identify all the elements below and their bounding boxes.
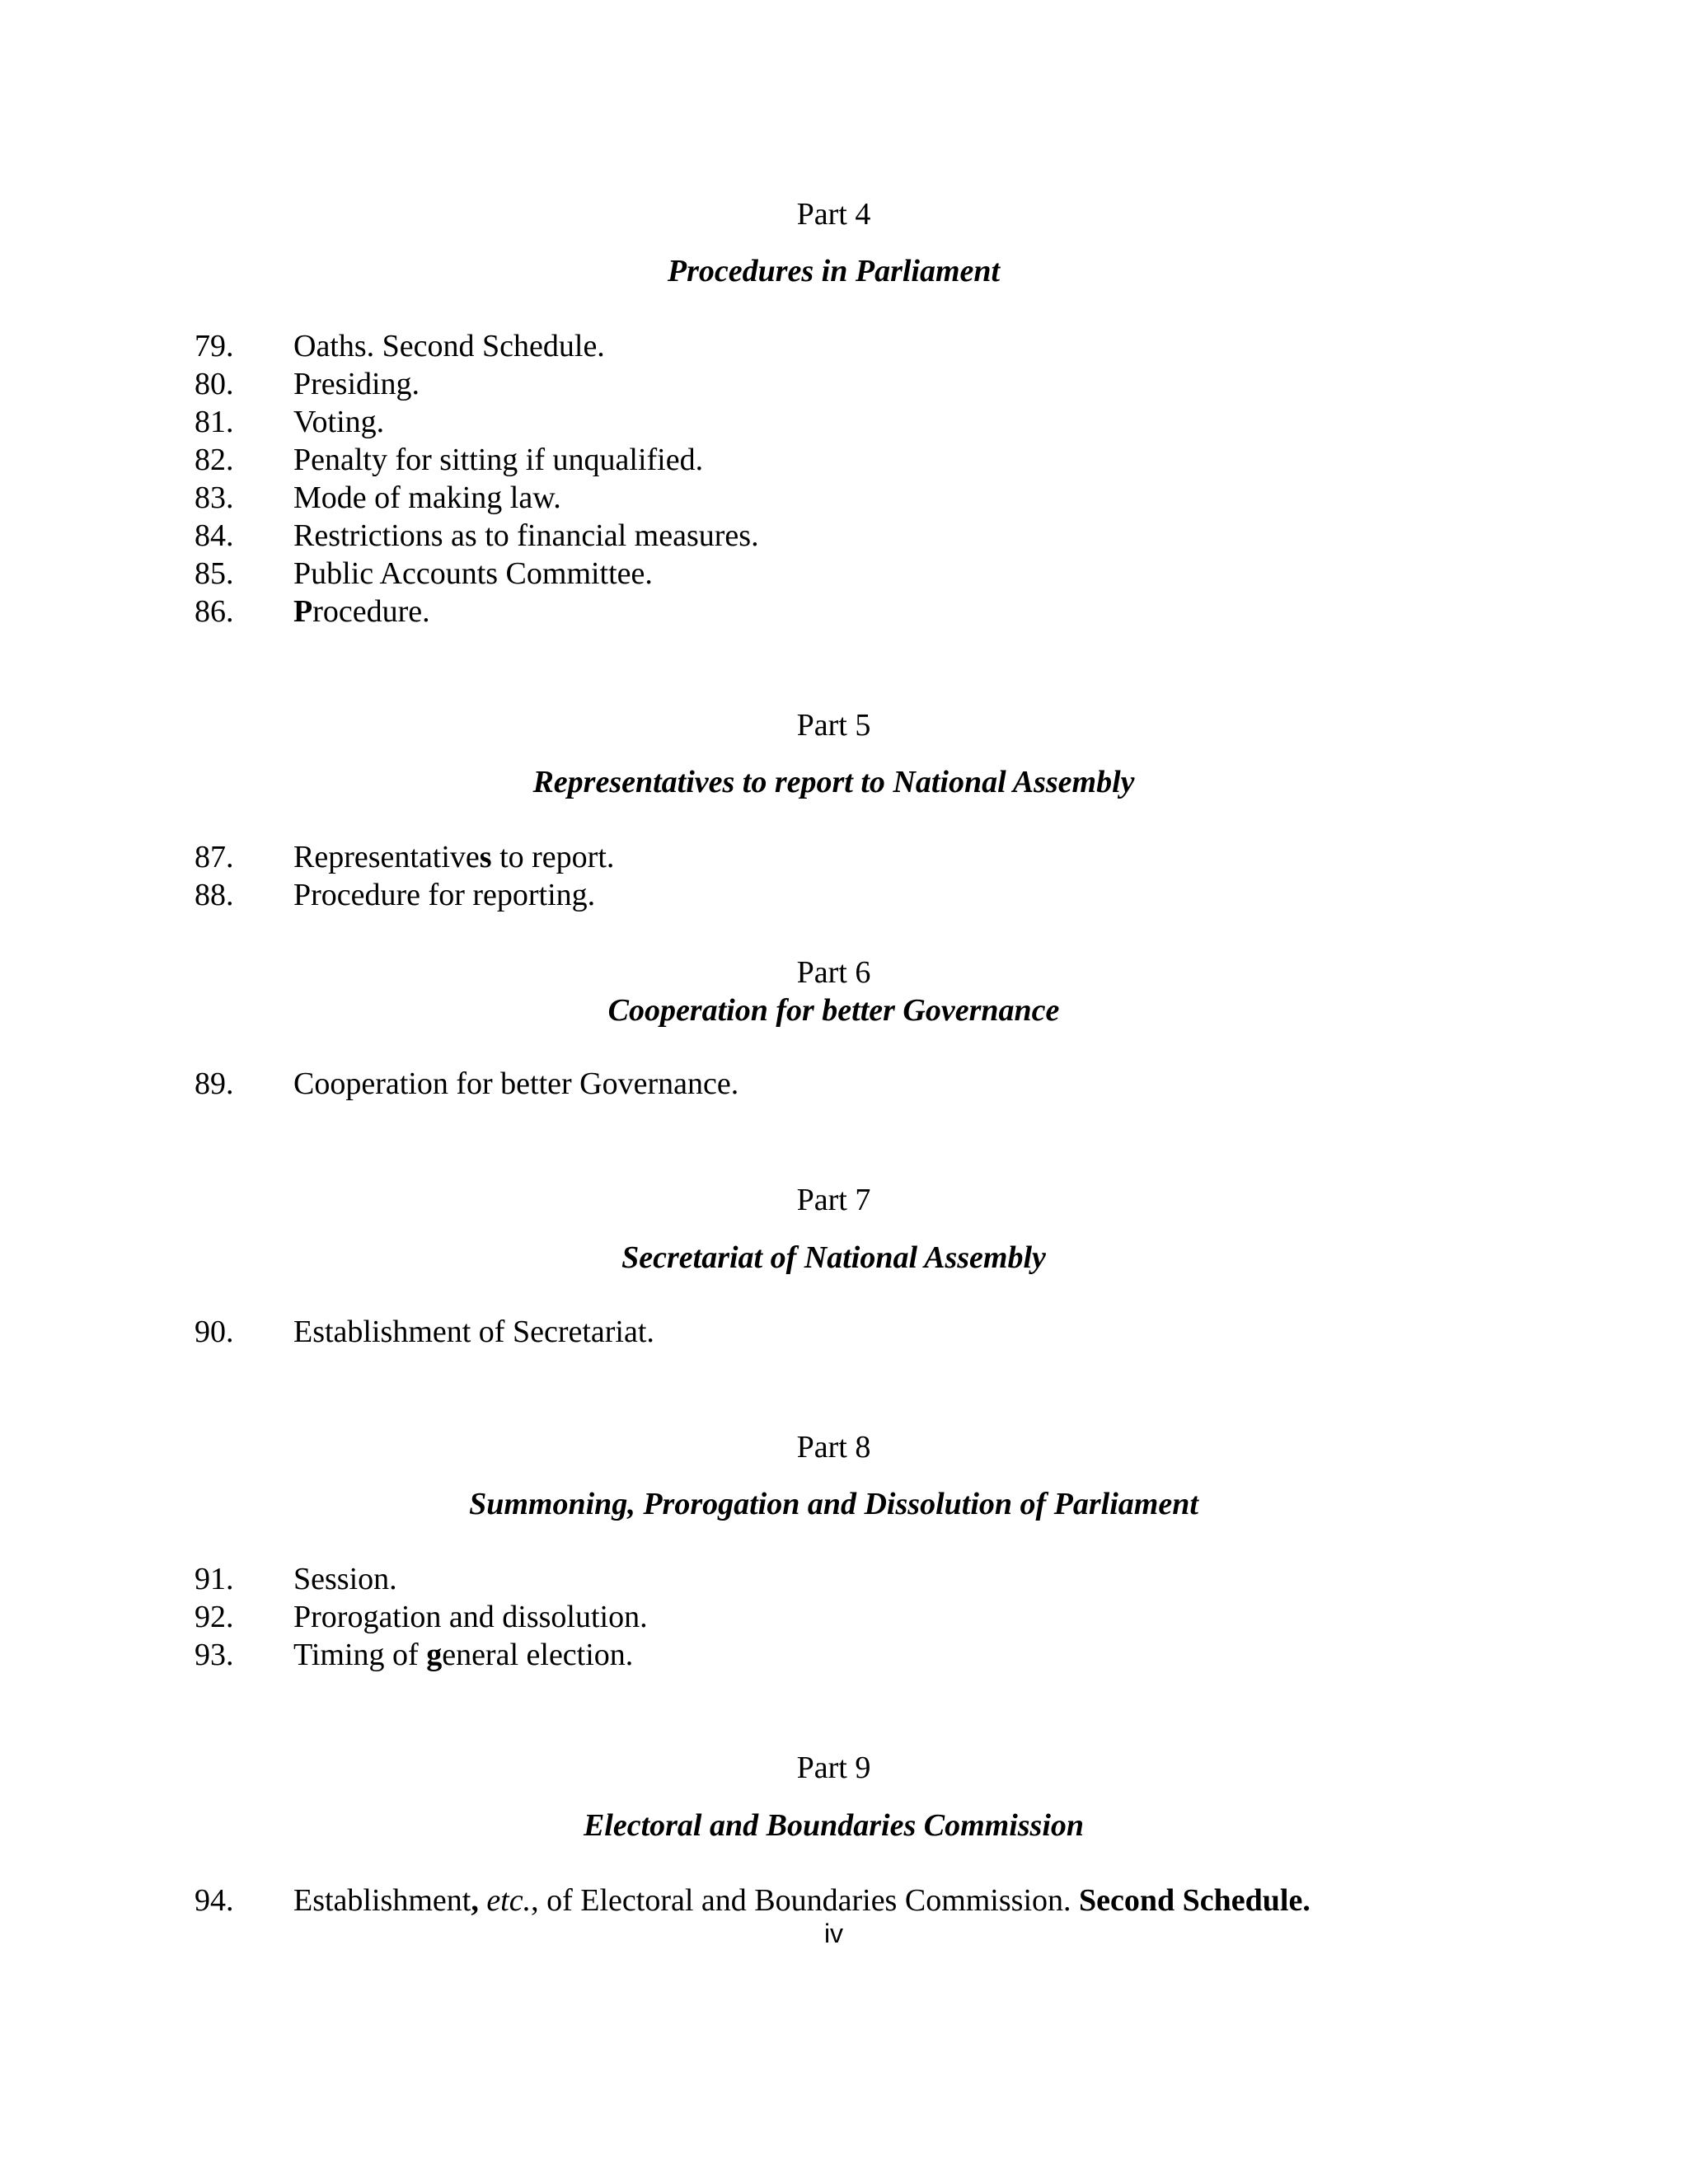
entry-text-b: eneral election.: [442, 1638, 634, 1672]
toc-entry[interactable]: [0, 1882, 1566, 1919]
entry-text: [293, 1636, 633, 1674]
entry-text-bold: g: [426, 1638, 443, 1672]
entry-text-bold-2: Second Schedule.: [1079, 1883, 1311, 1918]
entry-text-a: Timing of: [293, 1638, 427, 1672]
toc-entry[interactable]: [0, 327, 1566, 365]
entry-text-italic: etc.: [486, 1883, 532, 1918]
entry-text: Voting.: [293, 405, 385, 439]
entry-text: Presiding.: [293, 367, 420, 401]
toc-entry[interactable]: [0, 479, 1566, 517]
toc-entry[interactable]: [0, 593, 1566, 630]
entry-number: 80.: [195, 367, 234, 401]
entry-text: Procedure for reporting.: [293, 878, 596, 912]
entry-number: 93.: [195, 1638, 234, 1672]
part-5-heading: Part 5: [796, 708, 871, 743]
entry-number: 84.: [195, 518, 234, 553]
part-9-heading: Part 9: [796, 1750, 871, 1785]
entry-text: Mode of making law.: [293, 480, 561, 515]
entry-text: Cooperation for better Governance.: [293, 1066, 739, 1101]
entry-number: 94.: [195, 1883, 234, 1918]
entry-text: Public Accounts Committee.: [293, 556, 653, 591]
part-6-heading: Part 6: [796, 955, 871, 990]
entry-number: 83.: [195, 480, 234, 515]
toc-entry[interactable]: [0, 441, 1566, 479]
toc-entry[interactable]: [0, 403, 1566, 441]
entry-text: [293, 1882, 1311, 1919]
part-4-title: Procedures in Parliament: [667, 254, 1001, 288]
toc-entry[interactable]: [0, 365, 1566, 403]
entry-text-bold: P: [293, 594, 313, 629]
entry-text: [293, 593, 430, 630]
toc-entry[interactable]: [0, 517, 1566, 555]
entry-number: 92.: [195, 1600, 234, 1634]
toc-entry[interactable]: [0, 1560, 1566, 1598]
entry-number: 89.: [195, 1066, 234, 1101]
entry-number: 82.: [195, 443, 234, 477]
entry-number: 91.: [195, 1562, 234, 1596]
part-9-title: Electoral and Boundaries Commission: [583, 1808, 1085, 1843]
entry-text: Oaths. Second Schedule.: [293, 329, 605, 363]
toc-entry[interactable]: [0, 555, 1566, 593]
entry-text-a: Establishment: [293, 1883, 471, 1918]
entry-text: Session.: [293, 1562, 397, 1596]
toc-entry[interactable]: [0, 1598, 1566, 1636]
part-6-title: Cooperation for better Governance: [607, 993, 1060, 1028]
part-7-title: Secretariat of National Assembly: [621, 1240, 1046, 1275]
toc-entry[interactable]: [0, 1065, 1566, 1103]
toc-entry[interactable]: [0, 838, 1566, 876]
entry-text: Restrictions as to financial measures.: [293, 518, 759, 553]
entry-text: Establishment of Secretariat.: [293, 1315, 654, 1349]
entry-text-a: Representative: [293, 840, 480, 874]
entry-text: Penalty for sitting if unqualified.: [293, 443, 704, 477]
entry-number: 90.: [195, 1315, 234, 1349]
part-8-title: Summoning, Prorogation and Dissolution of Parliament: [469, 1487, 1198, 1521]
part-7-heading: Part 7: [796, 1183, 871, 1217]
part-8-heading: Part 8: [796, 1430, 871, 1465]
entry-text-b: to report.: [491, 840, 615, 874]
entry-text-b: [479, 1883, 487, 1918]
entry-text-rest: rocedure.: [312, 594, 430, 629]
part-4-heading: Part 4: [796, 197, 871, 232]
entry-number: 79.: [195, 329, 234, 363]
part-5-title: Representatives to report to National Assembly: [532, 765, 1135, 799]
entry-text: [293, 838, 614, 876]
entry-text-c: , of Electoral and Boundaries Commission.: [531, 1883, 1079, 1918]
entry-text-bold: s: [479, 840, 492, 874]
entry-number: 87.: [195, 840, 234, 874]
page-number: iv: [823, 1919, 844, 1948]
toc-entry[interactable]: [0, 876, 1566, 914]
entry-text: Prorogation and dissolution.: [293, 1600, 648, 1634]
toc-entry[interactable]: [0, 1636, 1566, 1674]
entry-number: 88.: [195, 878, 234, 912]
entry-number: 81.: [195, 405, 234, 439]
entry-text-bold: ,: [471, 1883, 479, 1918]
entry-number: 86.: [195, 594, 234, 629]
entry-number: 85.: [195, 556, 234, 591]
toc-entry[interactable]: [0, 1313, 1566, 1351]
